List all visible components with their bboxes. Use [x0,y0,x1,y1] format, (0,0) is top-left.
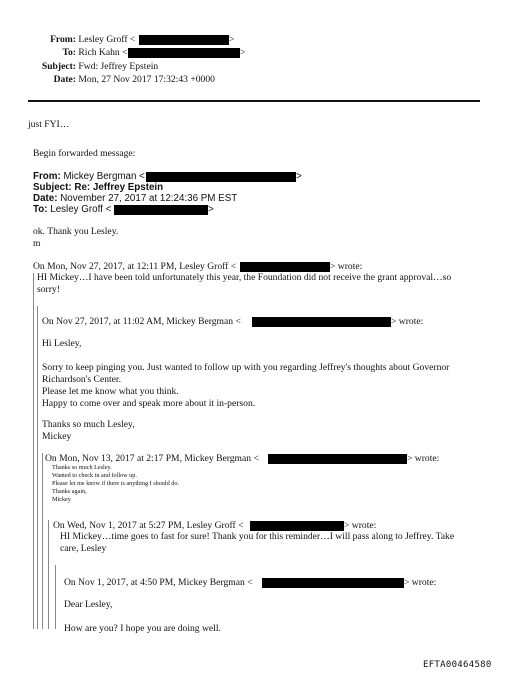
quote-line: Wanted to check in and follow up. [52,472,137,479]
redaction-box [262,578,404,588]
redaction-box [250,521,344,531]
redaction-box [268,454,407,464]
quote-signoff: Thanks so much Lesley, [42,419,135,430]
quote-line: Mickey [52,496,71,503]
redaction-box [128,48,240,58]
quote-header: On Mon, Nov 27, 2017, at 12:11 PM, Lesley Groff < [33,261,237,272]
quote-greeting: Hi Lesley, [42,338,82,349]
quote-bar [37,306,38,629]
quote-header: On Nov 1, 2017, at 4:50 PM, Mickey Bergman < [64,577,253,588]
quote-header: On Mon, Nov 13, 2017 at 2:17 PM, Mickey Bergman < [45,453,259,464]
header-divider [28,100,480,102]
quote-bar [42,453,43,629]
quote-signoff: Mickey [42,431,72,442]
quote-line: care, Lesley [60,543,107,554]
redaction-box [139,35,229,45]
quote-header: On Wed, Nov 1, 2017 at 5:27 PM, Lesley Groff < [53,520,244,531]
redaction-box [252,317,391,327]
quote-bar [55,565,56,629]
quote-line: Happy to come over and speak more about it in-person. [42,398,256,409]
header-to: To: Rich Kahn < [62,47,128,58]
reply-line: ok. Thank you Lesley. [33,226,119,237]
document-id: EFTA00464580 [423,660,492,670]
header-subject: Subject: Fwd: Jeffrey Epstein [41,61,159,72]
intro-text: just FYI… [28,119,70,130]
quote-line: Thanks so much Lesley. [52,464,112,471]
quote-header: On Nov 27, 2017, at 11:02 AM, Mickey Bergman < [42,316,241,327]
header-from: From: Lesley Groff < [50,34,136,45]
quote-line: HI Mickey…time goes to fast for sure! Thank you for this reminder…I will pass along to Jeffrey. Take [60,531,455,542]
quote-bar [48,520,49,629]
quote-line: Please let me know what you think. [42,386,179,397]
reply-line: m [33,238,41,249]
redaction-box [114,205,208,215]
quote-greeting: Dear Lesley, [64,599,113,610]
redaction-box [240,262,330,272]
quote-line: sorry! [37,284,60,295]
redaction-box [146,172,296,182]
header-date: Date: Mon, 27 Nov 2017 17:32:43 +0000 [53,74,215,85]
quote-line: How are you? I hope you are doing well. [64,623,221,634]
quote-line: Richardson's Center. [42,374,121,385]
quote-line: Please let me know if there is anything I should do. [52,480,179,487]
quote-line: HI Mickey…I have been told unfortunately this year, the Foundation did not receive the grant approval…so [37,272,452,283]
quote-line: Thanks again, [52,488,87,495]
forwarded-label: Begin forwarded message: [33,148,136,159]
quote-bar [33,273,34,629]
quote-line: Sorry to keep pinging you. Just wanted to follow up with you regarding Jeffrey's thoughts about Governor [42,362,450,373]
